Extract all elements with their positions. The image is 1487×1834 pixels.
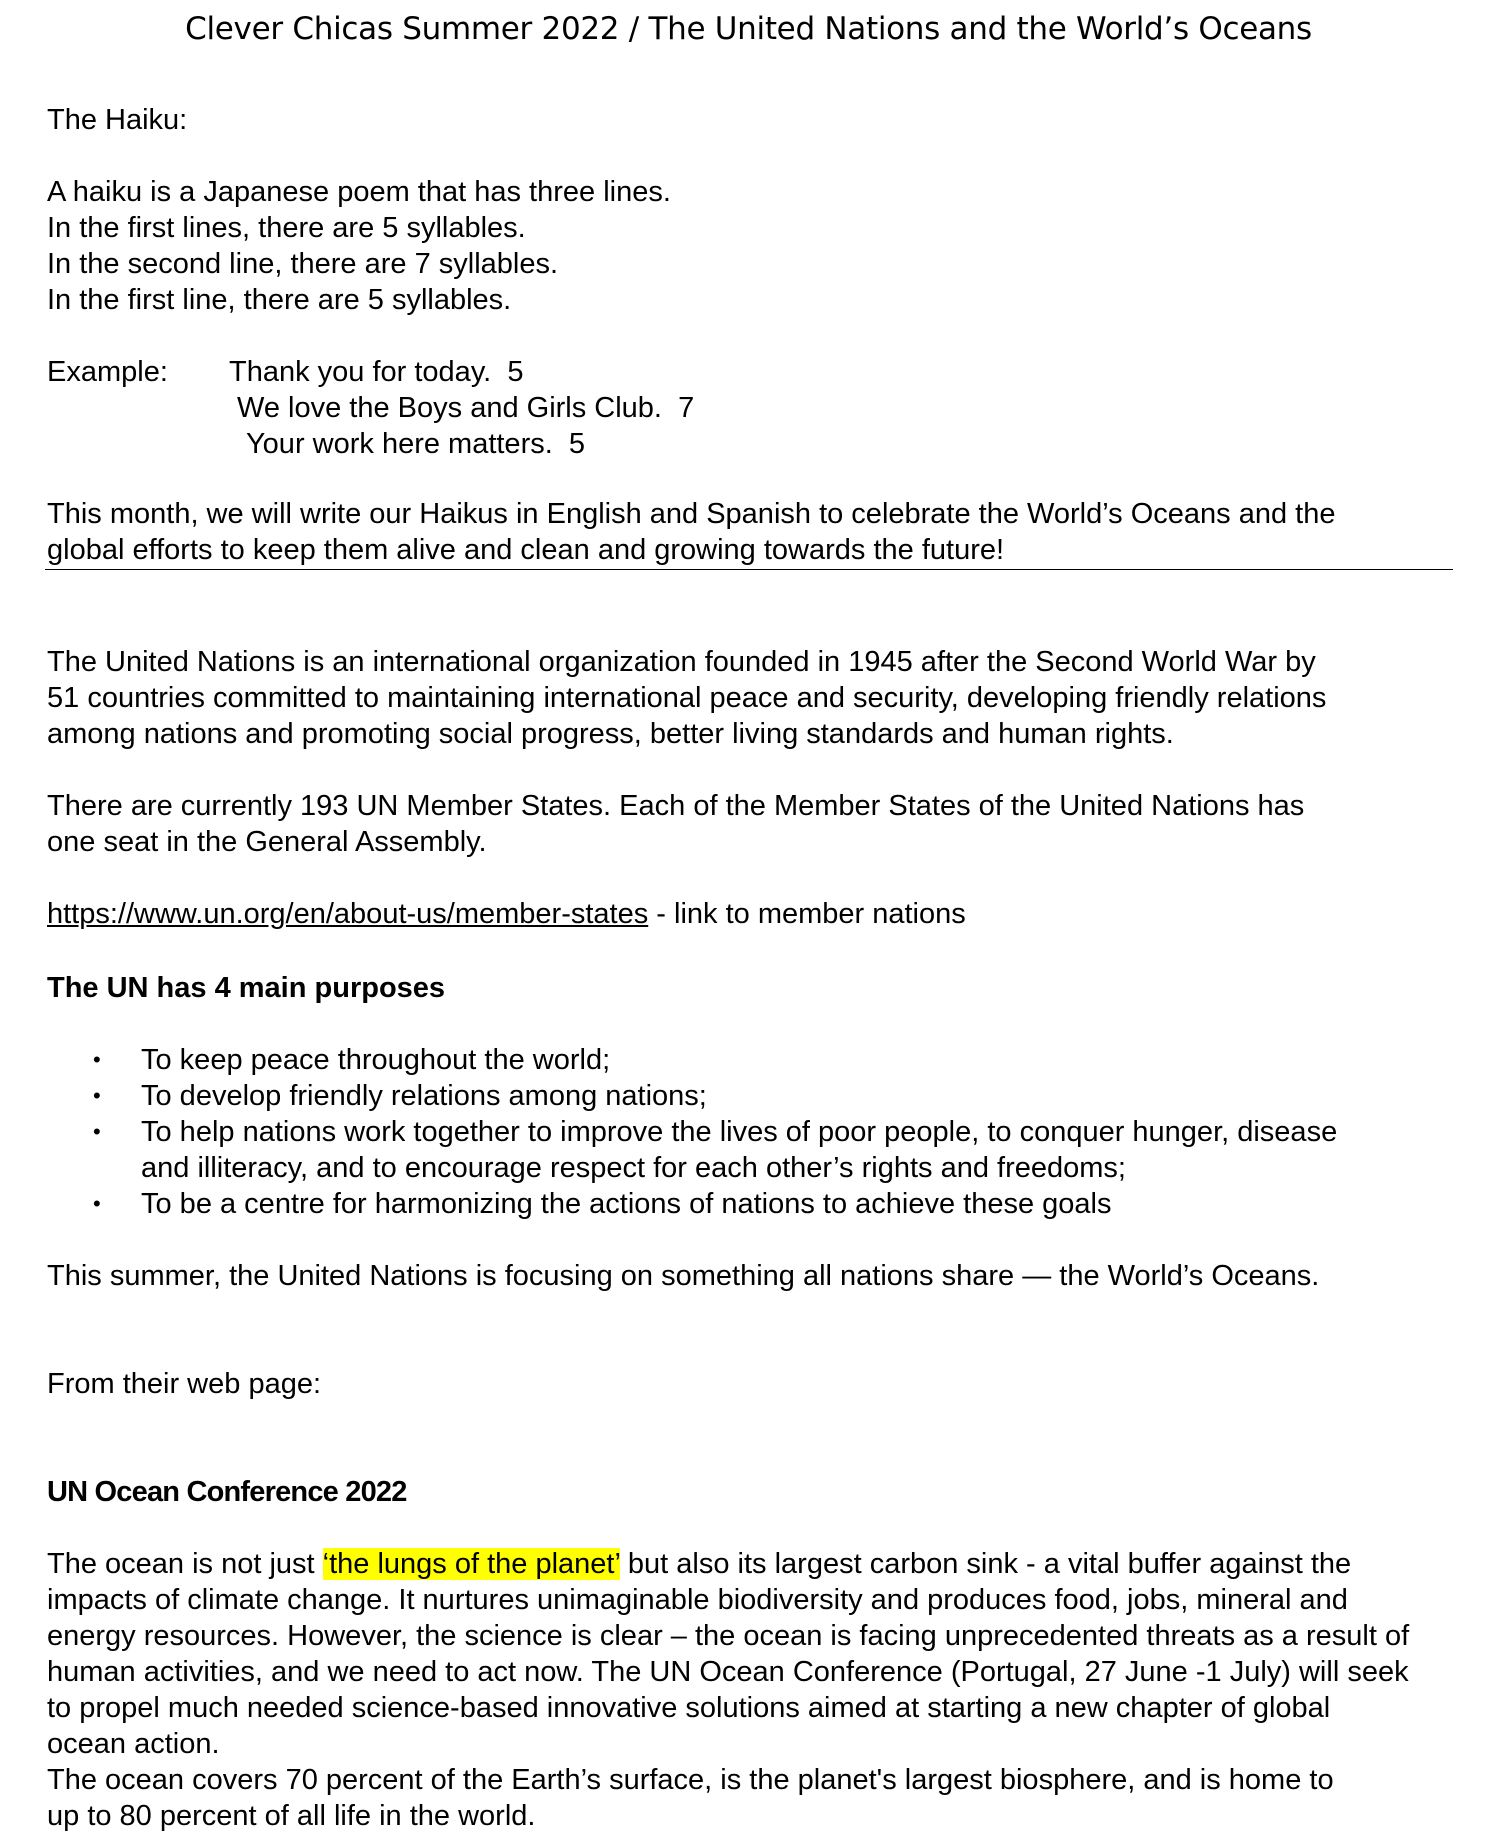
haiku-intro-paragraph [47,496,1467,568]
list-item [47,1042,1467,1078]
bullet-icon: • [93,1047,101,1072]
section-divider [45,569,1453,570]
paragraph-segment: but also its largest carbon sink - a vital buffer against the [619,1548,1352,1580]
summer-focus-paragraph [47,1258,1467,1294]
paragraph-line: one seat in the General Assembly. [47,826,487,858]
conference-heading-text: UN Ocean Conference 2022 [47,1476,407,1508]
haiku-rules [47,174,1467,318]
conference-heading [47,1474,1467,1510]
example-label: Example: [47,356,168,388]
example-line: We love the Boys and Girls Club. 7 [237,392,695,424]
purposes-list [47,1042,1467,1222]
member-states-link-line [47,896,1467,932]
from-web-paragraph [47,1366,1467,1402]
paragraph-line: up to 80 percent of all life in the world. [47,1800,536,1832]
list-item [47,1114,1467,1186]
purposes-heading [47,970,1467,1006]
bullet-icon: • [93,1119,101,1144]
un-about-paragraph [47,644,1467,752]
paragraph-line: 51 countries committed to maintaining international peace and security, developing friendly relations [47,682,1327,714]
list-item-line: and illiteracy, and to encourage respect for each other’s rights and freedoms; [141,1152,1126,1184]
paragraph-line: impacts of climate change. It nurtures unimaginable biodiversity and produces food, jobs, mineral and [47,1584,1348,1616]
bullet-icon: • [93,1191,101,1216]
paragraph-line: energy resources. However, the science is clear – the ocean is facing unprecedented threats as a result of [47,1620,1410,1652]
example-line: Thank you for today. 5 [229,356,524,388]
un-members-paragraph [47,788,1467,860]
paragraph-line: human activities, and we need to act now. The UN Ocean Conference (Portugal, 27 June -1 July) will seek [47,1656,1409,1688]
list-item-line: To keep peace throughout the world; [141,1044,611,1076]
list-item-line: To help nations work together to improve the lives of poor people, to conquer hunger, disease [141,1116,1338,1148]
paragraph-line: The ocean covers 70 percent of the Earth’s surface, is the planet's largest biosphere, and is home to [47,1764,1334,1796]
list-item-line: To be a centre for harmonizing the actions of nations to achieve these goals [141,1188,1112,1220]
list-item [47,1078,1467,1114]
link-description: - link to member nations [648,898,966,930]
bullet-icon: • [93,1083,101,1108]
highlighted-phrase: ‘the lungs of the planet’ [322,1548,620,1580]
list-item [47,1186,1467,1222]
paragraph-line: There are currently 193 UN Member States. Each of the Member States of the United Nations has [47,790,1305,822]
haiku-rule-line: In the second line, there are 7 syllables. [47,248,559,280]
example-line: Your work here matters. 5 [246,428,586,460]
paragraph-line: ocean action. [47,1728,220,1760]
haiku-heading-text: The Haiku: [47,104,188,136]
paragraph-line [47,1546,1467,1582]
list-item-line: To develop friendly relations among nations; [141,1080,707,1112]
haiku-rule-line: In the first lines, there are 5 syllables. [47,212,526,244]
purposes-heading-text: The UN has 4 main purposes [47,972,446,1004]
paragraph-line: This month, we will write our Haikus in English and Spanish to celebrate the World’s Oceans and the [47,498,1336,530]
page-header-title: Clever Chicas Summer 2022 / The United Nations and the World’s Oceans [185,11,1312,47]
paragraph-line: global efforts to keep them alive and clean and growing towards the future! [47,534,1005,566]
conference-paragraph [47,1546,1467,1834]
member-states-link[interactable]: https://www.un.org/en/about-us/member-states [47,898,649,930]
paragraph-line: The United Nations is an international organization founded in 1945 after the Second World War by [47,646,1316,678]
haiku-rule-line: A haiku is a Japanese poem that has three lines. [47,176,671,208]
paragraph-line: From their web page: [47,1368,322,1400]
haiku-rule-line: In the first line, there are 5 syllables. [47,284,512,316]
paragraph-line: This summer, the United Nations is focusing on something all nations share — the World’s Oceans. [47,1260,1320,1292]
paragraph-segment: The ocean is not just [47,1548,323,1580]
paragraph-line: to propel much needed science-based innovative solutions aimed at starting a new chapter of global [47,1692,1331,1724]
haiku-heading [47,102,1467,138]
paragraph-line: among nations and promoting social progress, better living standards and human rights. [47,718,1174,750]
